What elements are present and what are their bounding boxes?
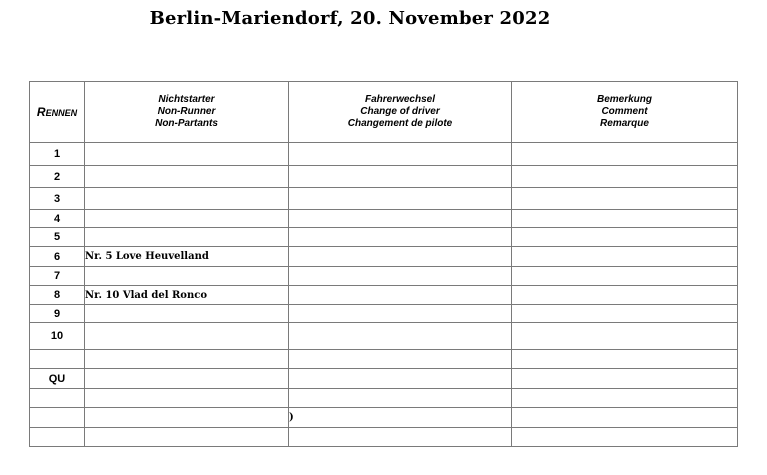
table-row — [30, 305, 738, 323]
driver-change-cell — [289, 267, 512, 286]
page-title: Berlin-Mariendorf, 20. November 2022 — [149, 8, 551, 29]
remark-cell — [512, 428, 738, 447]
header-nonstarter-de: Nichtstarter — [158, 94, 215, 105]
table-row — [30, 166, 738, 188]
nonstarter-cell — [85, 305, 289, 323]
race-number: QU — [30, 369, 85, 389]
race-number: 8 — [30, 286, 85, 305]
header-remark-fr: Remarque — [600, 118, 649, 129]
race-number — [30, 350, 85, 369]
header-driver-change-de: Fahrerwechsel — [364, 94, 436, 105]
nonstarter-cell — [85, 428, 289, 447]
nonstarter-cell — [85, 408, 289, 428]
nonstarter-cell — [85, 267, 289, 286]
nonstarter-cell — [85, 228, 289, 247]
remark-cell — [512, 408, 738, 428]
driver-change-cell — [289, 350, 512, 369]
header-remark-de: Bemerkung — [596, 94, 652, 105]
remark-cell — [512, 267, 738, 286]
driver-change-cell — [289, 369, 512, 389]
nonstarter-cell — [85, 210, 289, 228]
race-number: 3 — [30, 188, 85, 210]
nonrunner-table — [29, 81, 738, 447]
driver-change-cell — [289, 323, 512, 350]
table-row — [30, 389, 738, 408]
remark-cell — [512, 188, 738, 210]
table-row — [30, 267, 738, 286]
race-number: 2 — [30, 166, 85, 188]
remark-cell — [512, 369, 738, 389]
driver-change-cell — [289, 210, 512, 228]
remark-cell — [512, 305, 738, 323]
table-row — [30, 350, 738, 369]
race-number — [30, 408, 85, 428]
driver-change-cell — [289, 247, 512, 267]
table-row — [30, 408, 738, 428]
header-remark — [512, 82, 738, 143]
table-row — [30, 323, 738, 350]
driver-change-cell: ) — [289, 408, 512, 428]
nonstarter-cell — [85, 389, 289, 408]
remark-cell — [512, 389, 738, 408]
race-number — [30, 389, 85, 408]
driver-change-cell — [289, 428, 512, 447]
nonstarter-cell — [85, 323, 289, 350]
driver-change-cell — [289, 286, 512, 305]
header-race-initial: R — [36, 105, 46, 119]
race-number: 10 — [30, 323, 85, 350]
race-number: 7 — [30, 267, 85, 286]
remark-cell — [512, 247, 738, 267]
race-number: 4 — [30, 210, 85, 228]
table-row — [30, 428, 738, 447]
race-number: 5 — [30, 228, 85, 247]
remark-cell — [512, 228, 738, 247]
table-row — [30, 228, 738, 247]
header-row — [30, 82, 738, 143]
driver-change-cell — [289, 143, 512, 166]
driver-change-cell — [289, 228, 512, 247]
header-nonstarter-en: Non-Runner — [157, 106, 216, 117]
nonstarter-cell — [85, 350, 289, 369]
header-nonstarter-fr: Non-Partants — [155, 118, 218, 129]
header-race-rest: ENNEN — [45, 108, 78, 118]
nonstarter-cell — [85, 369, 289, 389]
race-number: 6 — [30, 247, 85, 267]
table-row — [30, 247, 738, 267]
race-number — [30, 428, 85, 447]
nonstarter-cell — [85, 188, 289, 210]
driver-change-cell — [289, 188, 512, 210]
nonstarter-cell — [85, 166, 289, 188]
table-row — [30, 143, 738, 166]
table-body — [30, 143, 738, 447]
remark-cell — [512, 350, 738, 369]
race-number: 9 — [30, 305, 85, 323]
driver-change-cell — [289, 166, 512, 188]
remark-cell — [512, 323, 738, 350]
header-driver-change-fr: Changement de pilote — [347, 118, 453, 129]
header-nonstarter — [85, 82, 289, 143]
header-driver-change — [289, 82, 512, 143]
table-row — [30, 286, 738, 305]
remark-cell — [512, 210, 738, 228]
remark-cell — [512, 143, 738, 166]
remark-cell — [512, 166, 738, 188]
nonstarter-cell — [85, 143, 289, 166]
remark-cell — [512, 286, 738, 305]
table-row — [30, 210, 738, 228]
header-remark-en: Comment — [601, 106, 648, 117]
header-driver-change-en: Change of driver — [360, 106, 440, 117]
race-number: 1 — [30, 143, 85, 166]
nonstarter-cell: Nr. 5 Love Heuvelland — [85, 247, 289, 267]
driver-change-cell — [289, 389, 512, 408]
nonstarter-cell: Nr. 10 Vlad del Ronco — [85, 286, 289, 305]
driver-change-cell — [289, 305, 512, 323]
table-row — [30, 369, 738, 389]
header-race — [30, 82, 85, 143]
table-row — [30, 188, 738, 210]
